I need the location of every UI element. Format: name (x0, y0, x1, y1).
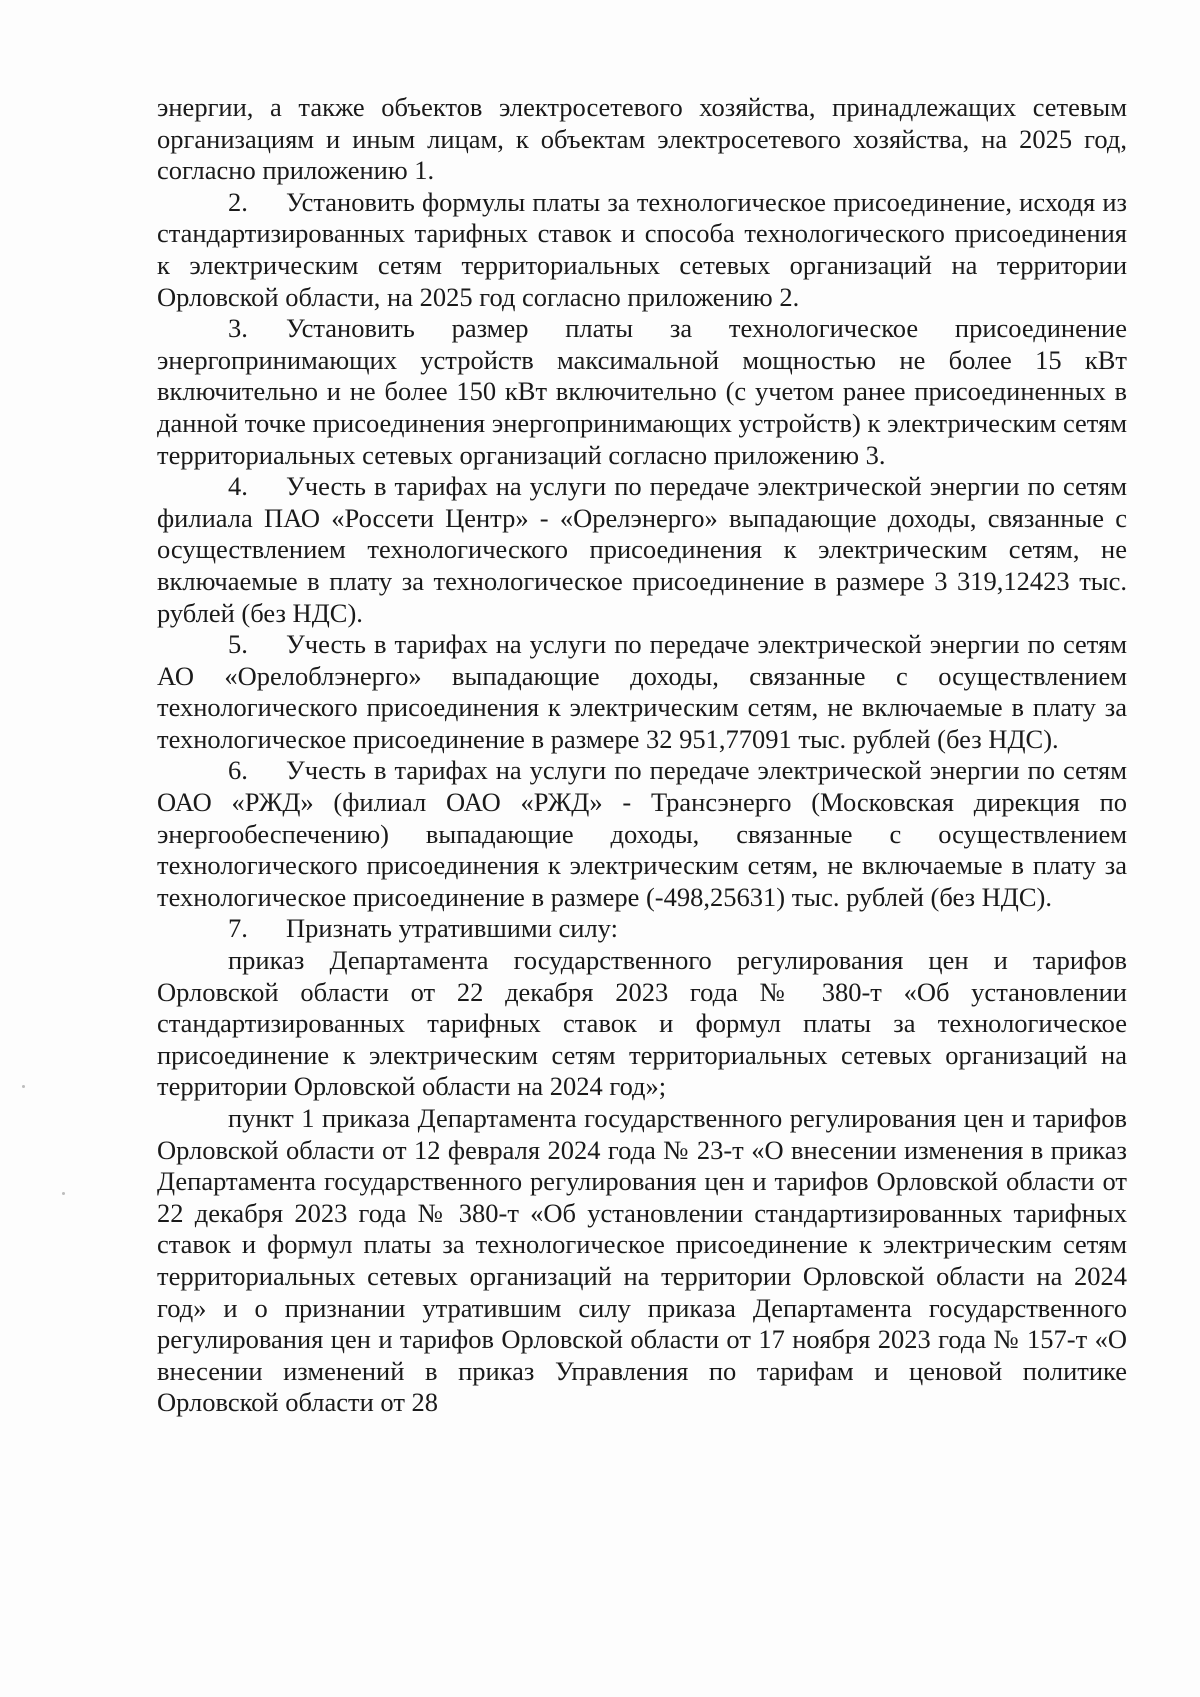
paragraph-text: энергии, а также объектов электросетевого хозяйства, принадлежащих сетевым организациям и иным лицам, к объектам электросетевого хозяйства, на 2025 год, согласно приложению 1. (157, 92, 1127, 186)
paragraph-3 (157, 313, 1127, 471)
scan-speck (62, 1192, 65, 1195)
paragraph-text: Учесть в тарифах на услуги по передаче электрической энергии по сетям АО «Орелоблэнерго» выпадающие доходы, связанные с осуществлением технологического присоединения к электрическим сетям, не включаемые в плату за технологическое присоединение в размере 32 951,77091 тыс. рублей (без НДС). (157, 629, 1127, 754)
paragraph-text: Установить размер платы за технологическое присоединение энергопринимающих устройств максимальной мощностью не более 15 кВт включительно и не более 150 кВт включительно (с учетом ранее присоединенных в данной точке присоединения энергопринимающих устройств) к электрическим сетям территориальных сетевых организаций согласно приложению 3. (157, 313, 1127, 470)
paragraph-7-item-1 (157, 945, 1127, 1103)
paragraph-text: Признать утратившими силу: (286, 913, 618, 944)
paragraph-6 (157, 755, 1127, 913)
paragraph-number: 4. (228, 471, 248, 502)
paragraph-7-item-2 (157, 1103, 1127, 1419)
paragraph-1-continuation (157, 92, 1127, 187)
paragraph-number: 7. (228, 913, 248, 944)
paragraph-7 (157, 913, 1127, 945)
paragraph-number: 3. (228, 313, 248, 344)
paragraph-4 (157, 471, 1127, 629)
paragraph-text: Учесть в тарифах на услуги по передаче электрической энергии по сетям ОАО «РЖД» (филиал ОАО «РЖД» - Трансэнерго (Московская дирекция по энергообеспечению) выпадающие доходы, связанные с осуществлением технологического присоединения к электрическим сетям, не включаемые в плату за технологическое присоединение в размере (-498,25631) тыс. рублей (без НДС). (157, 755, 1127, 912)
paragraph-text: Установить формулы платы за технологическое присоединение, исходя из стандартизированных тарифных ставок и способа технологического присоединения к электрическим сетям территориальных сетевых организаций на территории Орловской области, на 2025 год согласно приложению 2. (157, 186, 1127, 312)
scan-speck (22, 1085, 25, 1088)
paragraph-text: Учесть в тарифах на услуги по передаче электрической энергии по сетям филиала ПАО «Россети Центр» - «Орелэнерго» выпадающие доходы, связанные с осуществлением технологического присоединения к электрическим сетям, не включаемые в плату за технологическое присоединение в размере 3 319,12423 тыс. рублей (без НДС). (157, 471, 1127, 628)
document-body (157, 92, 1127, 1419)
paragraph-number: 5. (228, 629, 248, 660)
paragraph-number: 2. (228, 186, 248, 217)
paragraph-2 (157, 187, 1127, 313)
paragraph-text: пункт 1 приказа Департамента государственного регулирования цен и тарифов Орловской области от 12 февраля 2024 года № 23-т «О внесении изменения в приказ Департамента государственного регулирования цен и тарифов Орловской области от 22 декабря 2023 года № 380-т «Об установлении стандартизированных тарифных ставок и формул платы за технологическое присоединение к электрическим сетям территориальных сетевых организаций на территории Орловской области на 2024 год» и о признании утратившим силу приказа Департамента государственного регулирования цен и тарифов Орловской области от 17 ноября 2023 года № 157-т «О внесении изменений в приказ Управления по тарифам и ценовой политике Орловской области от 28 (157, 1103, 1127, 1418)
paragraph-number: 6. (228, 755, 248, 786)
paragraph-5 (157, 629, 1127, 755)
paragraph-text: приказ Департамента государственного регулирования цен и тарифов Орловской области от 22 декабря 2023 года № 380-т «Об установлении стандартизированных тарифных ставок и формул платы за технологическое присоединение к электрическим сетям территориальных сетевых организаций на территории Орловской области на 2024 год»; (157, 945, 1127, 1102)
